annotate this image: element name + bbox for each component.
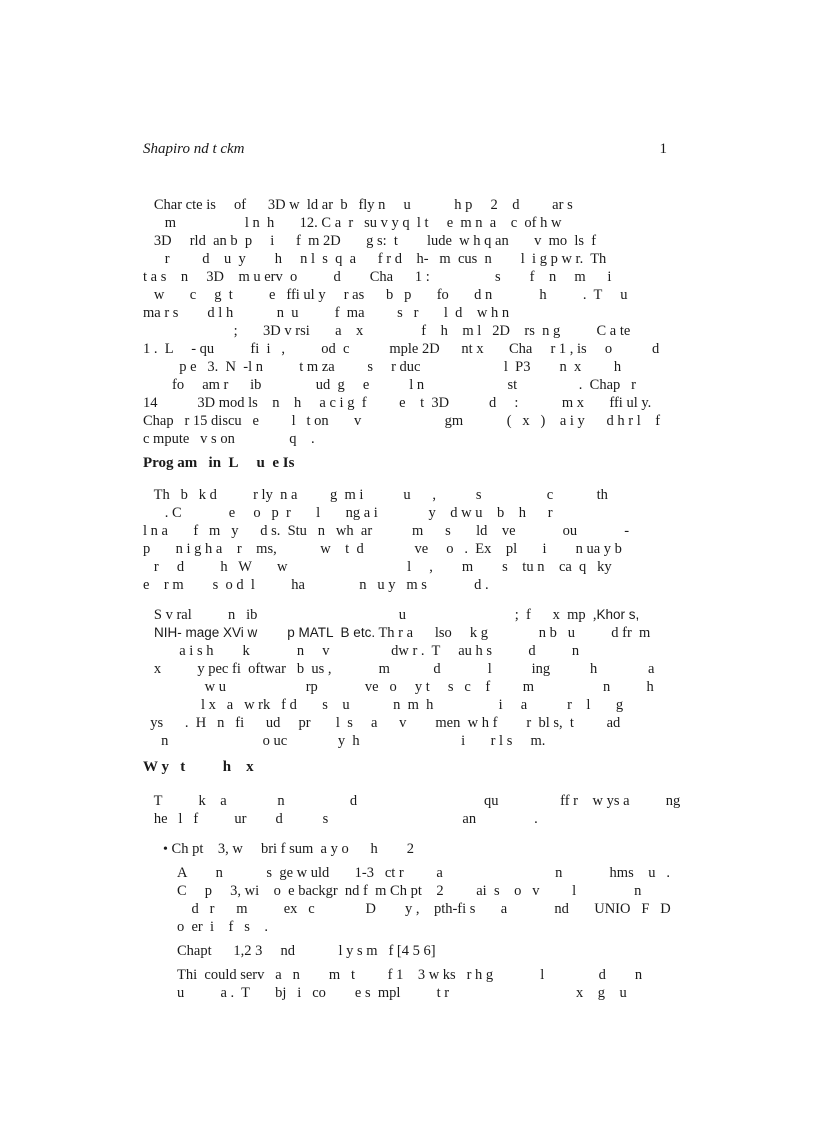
paragraph-line: 14 3D mod ls n h a c i g f e t 3D d : m x ffi ul y. <box>143 395 652 411</box>
paragraph-line: Thi could serv a n m t f 1 3 w ks r h g l d n <box>177 967 643 983</box>
paragraph-line: l n a f m y d s. Stu n wh ar m s ld ve ou - <box>143 523 630 539</box>
paragraph-line: l x a w rk f d s u n m h i a r l g <box>143 697 624 713</box>
paragraph-line: Char cte is of 3D w ld ar b fly n u h p 2 d ar s <box>143 197 573 213</box>
paragraph-line: c mpute v s on q . <box>143 431 315 447</box>
running-title: Shapiro nd t ckm <box>143 141 245 157</box>
paragraph-line: Chap r 15 discu e l t on v gm ( x ) a i y d h r l f <box>143 413 661 429</box>
paragraph-line: ys . H n fi ud pr l s a v men w h f r bl s, t ad <box>143 715 621 731</box>
bullet-text: Ch pt 3, w bri f sum a y o h 2 <box>171 841 414 857</box>
section-heading: Prog am in L u e Is <box>143 455 295 471</box>
paragraph-line: d r m ex c D y , pth-fi s a nd UNIO F D <box>177 901 671 917</box>
paragraph-line: fo am r ib ud g e l n st . Chap r <box>143 377 636 393</box>
running-header <box>143 141 667 161</box>
paragraph-line <box>143 606 639 624</box>
page-body <box>139 196 681 1076</box>
paragraph-line: ma r s d l h n u f ma s r l d w h n <box>143 305 510 321</box>
paragraph-line: C p 3, wi o e backgr nd f m Ch pt 2 ai s o v l n <box>177 883 642 899</box>
paragraph-line: Chapt 1,2 3 nd l y s m f [4 5 6] <box>177 943 436 959</box>
paragraph-line: 1 . L - qu fi i , od c mple 2D nt x Cha r 1 , is o d <box>143 341 660 357</box>
paragraph-line: x y pec fi oftwar b us , m d l ing h a <box>143 661 655 677</box>
paragraph-line: A n s ge w uld 1-3 ct r a n hms u . <box>177 865 670 881</box>
page-number: 1 <box>659 141 667 157</box>
paragraph-line-text: Th r a lso k g n b u d fr m <box>375 625 651 641</box>
paragraph-line: p e 3. N -l n t m za s r duc l P3 n x h <box>143 359 622 375</box>
paragraph-line: p n i g h a r ms, w t d ve o . Ex pl i n ua y b <box>143 541 622 557</box>
product-name: Khor s, <box>596 607 640 622</box>
paragraph-line: w c g t e ffi ul y r as b p fo d n h . T u <box>143 287 628 303</box>
paragraph-line: 3D rld an b p i f m 2D g s: t lude w h q an v mo ls f <box>143 233 597 249</box>
paragraph-line: T k a n d qu ff r w ys a ng <box>143 793 681 809</box>
paragraph-line <box>139 624 650 642</box>
paragraph-line: e r m s o d l ha n u y m s d . <box>143 577 489 593</box>
paragraph-line: a i s h k n v dw r . T au h s d n <box>143 643 580 659</box>
bullet-marker: • <box>163 842 168 857</box>
product-names: NIH- mage XVi w p MATL B etc. <box>139 625 376 640</box>
paragraph-line: Th b k d r ly n a g m i u , s c th <box>143 487 608 503</box>
paragraph-line: he l f ur d s an . <box>143 811 538 827</box>
paragraph-line: . C e o p r l ng a i y d w u b h r <box>143 505 553 521</box>
paragraph-line-text: S v ral n ib u ; f x mp , <box>143 607 597 623</box>
paragraph-line: o er i f s . <box>177 919 269 935</box>
paragraph-line: n o uc y h i r l s m. <box>143 733 546 749</box>
paragraph-line: m l n h 12. C a r su v y q l t e m n a c of h w <box>143 215 562 231</box>
paragraph-line: u a . T bj i co e s mpl t r x g u <box>177 985 627 1001</box>
paragraph-line: w u rp ve o y t s c f m n h <box>143 679 654 695</box>
paragraph-line: ; 3D v rsi a x f h m l 2D rs n g C a te <box>143 323 631 339</box>
section-heading: W y t h x <box>143 759 254 775</box>
list-item <box>163 840 414 859</box>
paragraph-line: t a s n 3D m u erv o d Cha 1 : s f n m i <box>143 269 612 285</box>
paragraph-line: r d h W w l , m s tu n ca q ky <box>143 559 612 575</box>
paragraph-line: r d u y h n l s q a f r d h- m cus n l i g p w r. Th <box>143 251 607 267</box>
